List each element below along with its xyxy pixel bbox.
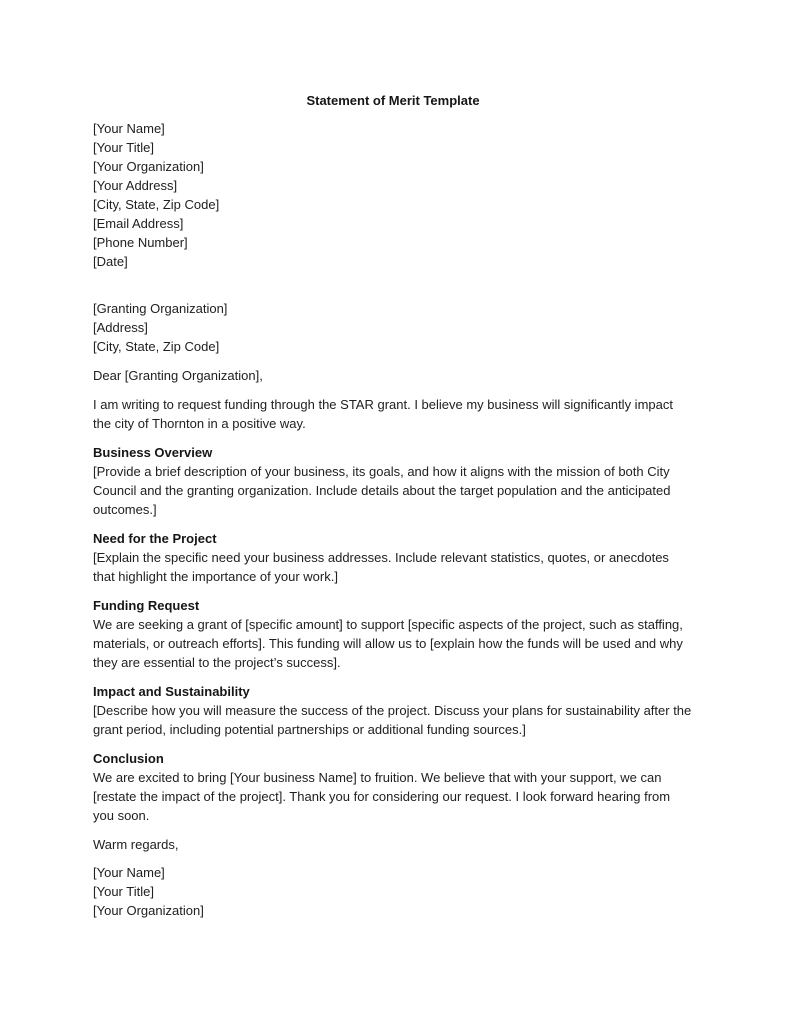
sender-title-line: [Your Title] <box>93 140 154 155</box>
document-content <box>93 91 693 920</box>
sender-block <box>93 119 693 271</box>
recipient-city-state-zip-line: [City, State, Zip Code] <box>93 339 220 354</box>
sender-name-line: [Your Name] <box>93 121 165 136</box>
section-body: [Explain the specific need your business addresses. Include relevant statistics, quotes, or anecdotes that highlight the importance of your work.] <box>93 550 669 584</box>
sender-address-line: [Your Address] <box>93 178 178 193</box>
section-need-for-the-project <box>93 529 693 586</box>
section-impact-and-sustainability <box>93 682 693 739</box>
section-business-overview <box>93 443 693 519</box>
section-body: We are seeking a grant of [specific amount] to support [specific aspects of the project, such as staffing, materials, or outreach efforts]. This funding will allow us to [explain how the funds will be used and why they are essential to the project’s success]. <box>93 617 683 670</box>
sender-organization-line: [Your Organization] <box>93 159 204 174</box>
sender-email-line: [Email Address] <box>93 216 184 231</box>
section-conclusion <box>93 749 693 825</box>
signature-name-line: [Your Name] <box>93 865 165 880</box>
closing-line: Warm regards, <box>93 837 179 852</box>
section-funding-request <box>93 596 693 672</box>
recipient-address-line: [Address] <box>93 320 148 335</box>
section-heading: Business Overview <box>93 445 213 460</box>
document-title: Statement of Merit Template <box>306 93 480 108</box>
section-heading: Impact and Sustainability <box>93 684 250 699</box>
section-body: [Provide a brief description of your business, its goals, and how it aligns with the mission of both City Council and the granting organization. Include details about the target population and the anticipated outcomes.] <box>93 464 671 517</box>
signature-block <box>93 863 693 920</box>
salutation: Dear [Granting Organization], <box>93 368 263 383</box>
recipient-block <box>93 299 693 356</box>
section-heading: Conclusion <box>93 751 164 766</box>
sender-phone-line: [Phone Number] <box>93 235 188 250</box>
section-heading: Need for the Project <box>93 531 217 546</box>
sender-date-line: [Date] <box>93 254 128 269</box>
recipient-organization-line: [Granting Organization] <box>93 301 228 316</box>
section-body: [Describe how you will measure the success of the project. Discuss your plans for sustainability after the grant period, including potential partnerships or additional funding sources.] <box>93 703 692 737</box>
signature-title-line: [Your Title] <box>93 884 154 899</box>
section-body: We are excited to bring [Your business Name] to fruition. We believe that with your support, we can [restate the impact of the project]. Thank you for considering our request. I look forward hearing from you soon. <box>93 770 671 823</box>
intro-paragraph: I am writing to request funding through the STAR grant. I believe my business will significantly impact the city of Thornton in a positive way. <box>93 397 673 431</box>
section-heading: Funding Request <box>93 598 200 613</box>
sender-city-state-zip-line: [City, State, Zip Code] <box>93 197 220 212</box>
signature-organization-line: [Your Organization] <box>93 903 204 918</box>
